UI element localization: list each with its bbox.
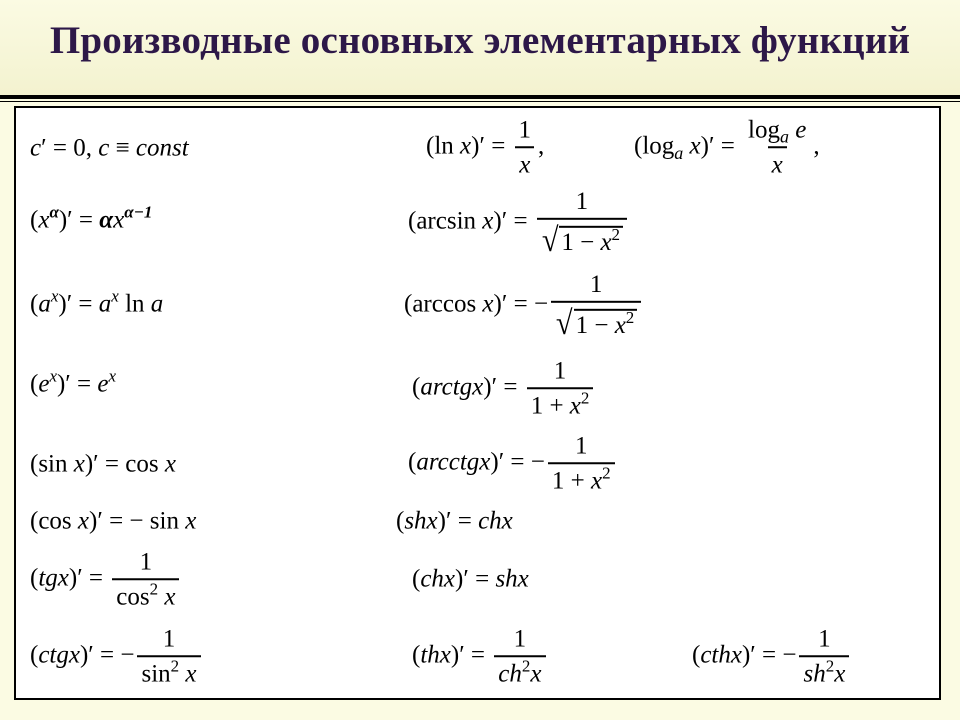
tg-den-fn: cos	[116, 583, 150, 611]
ln-eq: =	[484, 132, 512, 160]
tg-fraction	[112, 549, 179, 611]
formula-ln	[426, 117, 544, 179]
th-f: thx	[420, 641, 451, 669]
log-num	[744, 117, 810, 146]
title-rule-thick	[0, 95, 960, 99]
ctg-den-fn: sin	[141, 660, 171, 688]
expe-x2: x	[108, 366, 117, 386]
arctg-eq: =	[497, 373, 524, 401]
expa-ln: ln	[118, 290, 151, 318]
log-rpp: )′	[700, 132, 715, 160]
th-lp: (	[412, 641, 421, 669]
power-alpha-exp: α	[49, 202, 59, 222]
const-var2: c	[98, 134, 110, 162]
arctg-exp: 2	[580, 388, 590, 408]
arccos-sqrt	[555, 304, 637, 342]
formula-arcctg	[408, 433, 618, 495]
sh-f: shx	[404, 507, 438, 535]
cos-eq: =	[102, 507, 130, 535]
cos-rpp: )′	[89, 507, 103, 535]
sqrt-icon: √	[555, 304, 573, 342]
arccos-den	[551, 301, 641, 340]
log-den: x	[768, 147, 787, 179]
ch-f: chx	[420, 565, 456, 593]
sin-x: x	[73, 450, 85, 478]
sqrt-icon: √	[541, 221, 559, 259]
arcsin-x2: x	[600, 229, 612, 257]
log-comma: ,	[813, 132, 820, 160]
formula-ctg	[30, 626, 204, 688]
arccos-radicand	[574, 309, 638, 339]
tg-den	[112, 579, 179, 611]
arcsin-num: 1	[575, 187, 589, 215]
arctg-one: 1 +	[530, 392, 570, 420]
th-eq: =	[464, 641, 492, 669]
arcctg-lp: (	[408, 448, 417, 476]
arcctg-fraction	[548, 433, 615, 495]
ctg-rpp: )′	[79, 641, 94, 669]
ctg-num: 1	[162, 625, 176, 653]
sin-eq: =	[98, 450, 126, 478]
formula-power	[30, 202, 153, 234]
arcsin-x: x	[482, 207, 494, 235]
formula-exp-e	[30, 366, 117, 398]
const-zero: 0	[73, 134, 86, 162]
log-base: a	[674, 143, 684, 164]
arccos-x: x	[482, 290, 494, 318]
ln-rpp: )′	[471, 132, 485, 160]
sin-rpp: )′	[84, 450, 99, 478]
arcctg-eq: =	[504, 448, 531, 476]
formula-constant	[30, 136, 189, 161]
formula-sh	[396, 509, 513, 534]
expa-a3: a	[150, 290, 164, 318]
power-rpp: )′	[58, 206, 73, 234]
formula-panel	[14, 106, 941, 700]
ch-eq: =	[468, 565, 496, 593]
arccos-fraction	[551, 272, 641, 340]
ctg-f: ctgx	[38, 641, 80, 669]
th-den-x: x	[530, 660, 542, 688]
const-var: c	[30, 134, 42, 162]
expa-rpp: )′	[58, 290, 73, 318]
arctg-num: 1	[553, 357, 567, 385]
tg-lp: (	[30, 564, 39, 592]
cth-den-fn: sh	[803, 660, 826, 688]
cth-den-exp: 2	[825, 656, 835, 676]
ctg-den	[137, 656, 200, 688]
ln-x: x	[460, 132, 472, 160]
arcsin-fraction	[537, 189, 627, 257]
log-num-fn: log	[748, 116, 780, 144]
power-eq: =	[72, 206, 100, 234]
cos-lp: (cos	[30, 507, 78, 535]
arccos-x2: x	[614, 312, 626, 340]
cos-x: x	[77, 507, 90, 535]
th-fraction	[494, 626, 545, 688]
expa-a: a	[38, 290, 51, 318]
formula-arccos	[404, 272, 644, 340]
th-num: 1	[513, 625, 527, 653]
log-lp: (log	[634, 132, 675, 160]
sin-x2: x	[164, 450, 176, 478]
power-x: x	[38, 206, 50, 234]
power-alpha: α	[99, 206, 114, 234]
power-lp: (	[30, 206, 39, 234]
sh-res: chx	[478, 507, 513, 535]
cth-eq: =	[755, 641, 783, 669]
const-equiv: ≡	[109, 134, 136, 162]
const-eq: =	[46, 134, 74, 162]
ctg-den-exp: 2	[170, 656, 180, 676]
tg-den-exp: 2	[149, 579, 159, 599]
arccos-eq: =	[507, 290, 534, 318]
expe-rpp: )′	[56, 370, 71, 398]
arcctg-exp: 2	[602, 463, 611, 483]
arcsin-rpp: )′	[493, 207, 508, 235]
power-exp: α−1	[124, 202, 153, 222]
log-eq: =	[714, 132, 742, 160]
arctg-f: arctgx	[420, 373, 484, 401]
th-rpp: )′	[450, 641, 465, 669]
sh-eq: =	[451, 507, 479, 535]
formula-tg	[30, 549, 182, 611]
page-title: Производные основных элементарных функций	[49, 19, 911, 62]
ln-comma: ,	[538, 132, 545, 160]
cos-x2: x	[185, 507, 197, 535]
expe-x: x	[49, 366, 57, 386]
log-fraction	[744, 117, 810, 179]
arcsin-exp: 2	[611, 225, 621, 245]
tg-rpp: )′	[68, 564, 83, 592]
arccos-lp: (arccos	[404, 290, 483, 318]
tg-f: tgx	[38, 564, 69, 592]
arcctg-one: 1 +	[551, 467, 591, 495]
arctg-den	[527, 388, 594, 420]
tg-eq: =	[82, 564, 110, 592]
tg-num: 1	[139, 548, 153, 576]
arccos-minus: −	[533, 290, 549, 318]
expe-e2: e	[97, 370, 109, 398]
expa-a2: a	[98, 290, 112, 318]
power-x2: x	[113, 206, 125, 234]
tg-den-x: x	[158, 583, 176, 611]
arcsin-sqrt	[541, 221, 623, 259]
cth-f: cthx	[700, 641, 742, 669]
arcctg-x2: x	[591, 467, 603, 495]
const-prime: ′	[41, 134, 47, 162]
th-den-fn: ch	[498, 660, 522, 688]
arcctg-minus: −	[530, 448, 545, 476]
th-den-exp: 2	[521, 656, 531, 676]
arcctg-f: arcctgx	[416, 448, 491, 476]
cth-fraction	[799, 626, 849, 688]
arccos-exp: 2	[625, 308, 635, 328]
formula-ch	[412, 567, 529, 592]
cth-den-x: x	[834, 660, 846, 688]
ch-lp: (	[412, 565, 421, 593]
cth-minus: −	[782, 641, 797, 669]
formula-sin	[30, 452, 176, 477]
arctg-x2: x	[569, 392, 581, 420]
ch-res: shx	[495, 565, 529, 593]
formula-exp-a	[30, 286, 164, 318]
arccos-num: 1	[589, 270, 603, 298]
arccos-rpp: )′	[493, 290, 508, 318]
expe-lp: (	[30, 370, 39, 398]
arctg-fraction	[527, 358, 594, 420]
ch-rpp: )′	[455, 565, 469, 593]
expe-e: e	[38, 370, 50, 398]
ctg-minus: −	[120, 641, 135, 669]
arctg-lp: (	[412, 373, 421, 401]
cth-num: 1	[818, 625, 831, 653]
formula-arctg	[412, 358, 596, 420]
const-word: const	[135, 134, 189, 162]
ctg-fraction	[137, 626, 200, 688]
const-comma: ,	[85, 134, 99, 162]
ln-den: x	[515, 147, 534, 179]
arcsin-lp: (arcsin	[408, 207, 483, 235]
arcsin-radicand	[559, 226, 623, 256]
log-num-e: e	[789, 116, 807, 144]
sin-lp: (sin	[30, 450, 74, 478]
formula-cos	[30, 509, 196, 534]
cos-minus: −	[129, 507, 150, 535]
expe-eq: =	[70, 370, 98, 398]
expa-x: x	[50, 286, 59, 306]
formula-cth	[692, 626, 852, 688]
cth-rpp: )′	[741, 641, 756, 669]
arcctg-rpp: )′	[490, 448, 505, 476]
ln-num: 1	[518, 116, 532, 144]
sin-cos: cos	[125, 450, 165, 478]
ln-fraction	[515, 117, 536, 179]
formula-log	[634, 117, 820, 179]
ln-lp: (ln	[426, 132, 461, 160]
ctg-eq: =	[93, 641, 121, 669]
th-den	[494, 656, 545, 688]
expa-x2: x	[111, 286, 119, 306]
title-rule-thin	[0, 101, 960, 102]
ctg-lp: (	[30, 641, 39, 669]
arcctg-num: 1	[575, 432, 588, 460]
arcctg-den	[548, 463, 615, 495]
arcsin-den	[537, 218, 627, 257]
expa-eq: =	[72, 290, 99, 318]
arcsin-eq: =	[507, 207, 534, 235]
log-num-base: a	[780, 126, 789, 147]
sh-lp: (	[396, 507, 405, 535]
arcsin-one: 1 −	[561, 229, 601, 257]
arctg-rpp: )′	[483, 373, 498, 401]
log-x: x	[683, 132, 701, 160]
expa-lp: (	[30, 290, 39, 318]
cth-lp: (	[692, 641, 701, 669]
arccos-one: 1 −	[575, 312, 615, 340]
sh-rpp: )′	[437, 507, 452, 535]
formula-th	[412, 626, 549, 688]
ctg-den-x: x	[179, 660, 197, 688]
formula-arcsin	[408, 189, 630, 257]
cos-sin: sin	[149, 507, 186, 535]
cth-den	[799, 656, 849, 688]
